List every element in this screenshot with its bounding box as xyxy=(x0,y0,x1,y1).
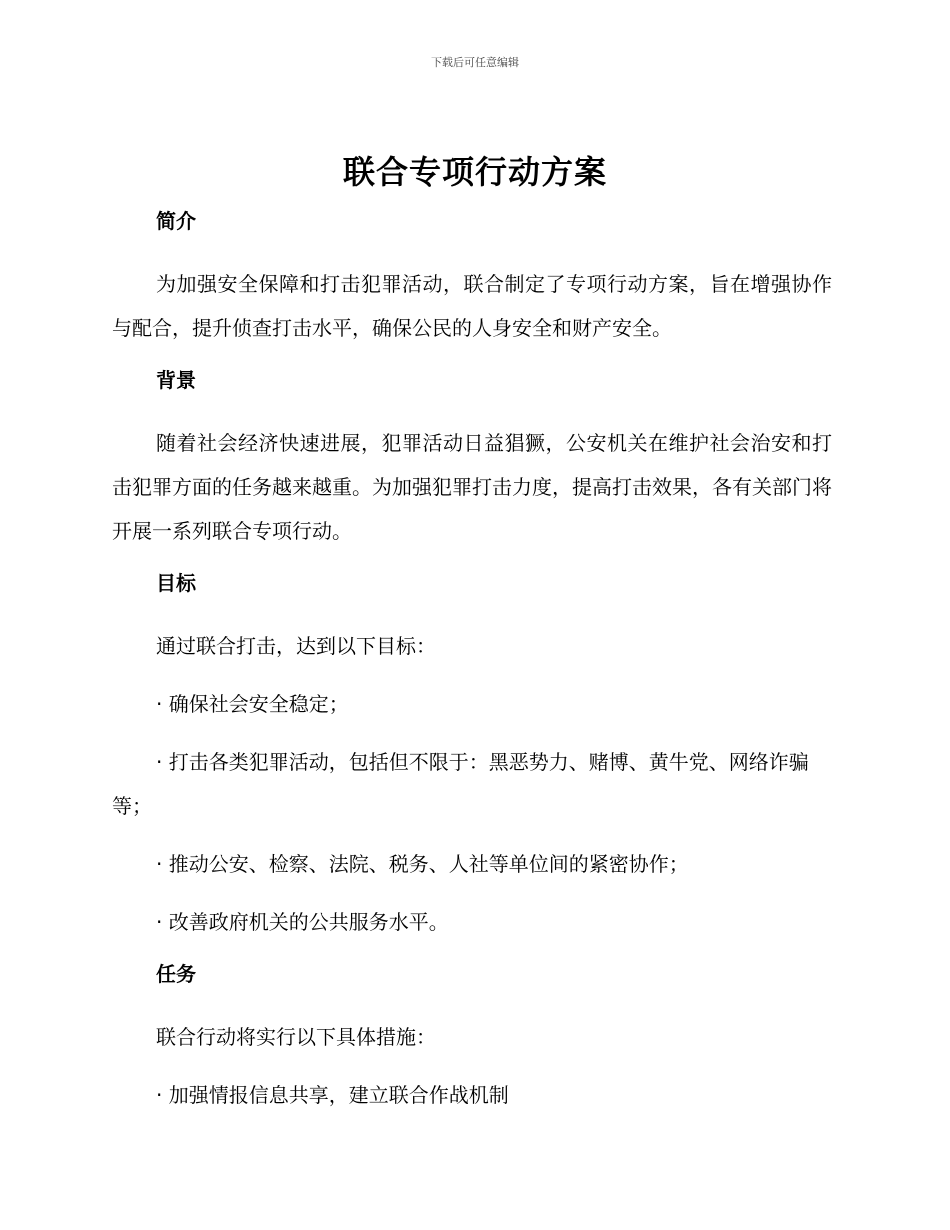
goals-list-item: · 确保社会安全稳定； xyxy=(156,692,349,716)
section-heading-goals: 目标 xyxy=(156,571,196,595)
background-paragraph: 随着社会经济快速进展，犯罪活动日益猖獗，公安机关在维护社会治安和打击犯罪方面的任务越来越重。为加强犯罪打击力度，提高打击效果，各有关部门将开展一系列联合专项行动。 xyxy=(112,431,832,543)
section-heading-tasks: 任务 xyxy=(156,962,196,986)
tasks-list-item: · 加强情报信息共享，建立联合作战机制 xyxy=(156,1083,509,1107)
goals-list-item: · 打击各类犯罪活动，包括但不限于：黑恶势力、赌博、黄牛党、网络诈骗等； xyxy=(112,750,809,818)
section-heading-intro: 简介 xyxy=(156,209,196,233)
tasks-lead: 联合行动将实行以下具体措施： xyxy=(156,1025,436,1049)
section-heading-background: 背景 xyxy=(156,368,196,392)
goals-lead: 通过联合打击，达到以下目标： xyxy=(156,634,436,658)
document-title: 联合专项行动方案 xyxy=(342,153,607,191)
intro-paragraph: 为加强安全保障和打击犯罪活动，联合制定了专项行动方案，旨在增强协作与配合，提升侦查打击水平，确保公民的人身安全和财产安全。 xyxy=(112,272,832,340)
goals-list-item: · 改善政府机关的公共服务水平。 xyxy=(156,910,449,934)
goals-list-item: · 推动公安、检察、法院、税务、人社等单位间的紧密协作； xyxy=(156,852,689,876)
page-header-note: 下载后可任意编辑 xyxy=(431,56,519,69)
document-body xyxy=(112,205,832,1131)
